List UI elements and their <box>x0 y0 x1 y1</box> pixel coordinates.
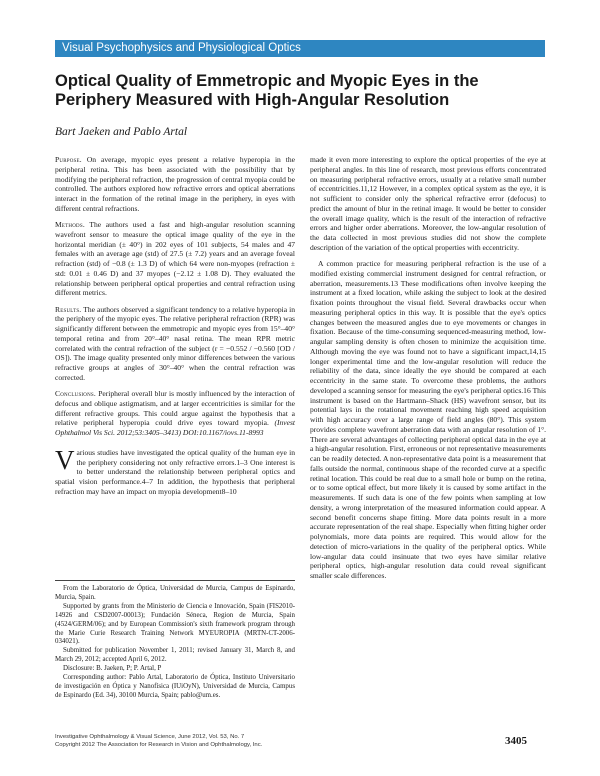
abstract-conclusions <box>55 389 295 438</box>
intro-text: arious studies have investigated the optical quality of the human eye in the periphery considering not only refractive errors.1–3 One interest is to better understand the relationship between peripheral optics and spatial vision performance.4–7 In addition, the hypothesis that peripheral refraction may have an impact on myopia development8–10 <box>55 447 295 496</box>
title-line-1: Optical Quality of Emmetropic and Myopic Eyes in the <box>55 72 479 90</box>
results-text: The authors observed a significant tendency to a relative hyperopia in the periphery of the myopic eyes. The relative peripheral refraction (RPR) was significantly different between the emmetropic and myopic eyes from 15°–40° temporal retina and from 20°–40° nasal retina. The mean RPR metric correlated with the central refraction of the subject (r = −0.552 / −0.560 [OD / OS]). The image quality presented only minor differences between the various refractive groups at angles of 30°–40° when the central refraction was corrected. <box>55 304 295 382</box>
conclusions-label: Conclusions. <box>55 389 96 398</box>
footer-journal: Investigative Ophthalmology & Visual Science, June 2012, Vol. 53, No. 7 <box>55 734 245 740</box>
authors: Bart Jaeken and Pablo Artal <box>55 126 188 138</box>
footer-copyright: Copyright 2012 The Association for Research in Vision and Ophthalmology, Inc. <box>55 742 263 748</box>
article-title <box>55 72 545 110</box>
purpose-label: Purpose. <box>55 155 82 164</box>
body-paragraph-2: A common practice for measuring peripheral refraction is the use of a modified existing commercial instrument designed for central refraction, or aberration, measurements.13 These modifications often involve keeping the instrument at a fixed location, while asking the subject to look at the desired fixation points throughout the visual field. Several drawbacks occur when measuring peripheral optics in this way. It is possible that the eye's optics changes between the measured angles due to eye movements or changes in fixation. Because of the time-consuming sequenced-measuring method, low-angular sampling density is often chosen to minimize the acquisition time. Although moving the eye was found not to have a significant impact,14,15 longer experimental time and the low-angular resolution will reduce the reliability of the data, since ideally the eye should be compared at each eccentricity in the same state. To overcome these problems, the authors developed a scanning sensor for measuring the eye's peripheral optics.16 This instrument is based on the Hartmann–Shack (HS) wavefront sensor, but its potential lays in the rotational movement reaching high speed acquisition with high accuracy over a large range of field angles (80°). This system provides complete wavefront aberration data with an angular resolution of 1°. There are several advantages of collecting peripheral optical data in the eye at a high-angular resolution. First, erroneous or not representative measurements can be readily detected. A non-representative data point is a measurement that falls outside the normal, continuous shape of the recorded curve at a specific retinal location. This could be real due to a small hole or bump on the retina, or to some optical effect, but more likely it is caused by some artifact in the measurements. If such data is one of the few points when sampling at low density, a wrong interpretation of the measured information could appear. A second benefit concerns shape fitting. More data points result in a more accurate representation of the real shape. Especially when fitting higher order polynomials, more data points are required. This would allow for the detection of micro-variations in the quality of the peripheral optics. While low-angular data could insinuate that two eyes have similar relative peripheral optics, high-angular resolution data could reveal significant smaller scale differences. <box>310 259 546 580</box>
section-banner: Visual Psychophysics and Physiological Optics <box>55 40 545 57</box>
citation: (Invest Ophthalmol Vis Sci. 2012;53:3405–3413) DOI:10.1167/iovs.11-8993 <box>55 418 296 437</box>
dropcap: V <box>55 444 75 475</box>
footnote-affiliation: From the Laboratorio de Óptica, Universidad de Murcia, Campus de Espinardo, Murcia, Spain. <box>55 585 295 601</box>
intro-paragraph <box>55 444 295 497</box>
abstract-purpose <box>55 155 295 214</box>
journal-footer <box>55 733 262 749</box>
page-number: 3405 <box>505 735 527 747</box>
results-label: Results. <box>55 304 82 314</box>
methods-label: Methods. <box>55 220 85 229</box>
footnote-submitted: Submitted for publication November 1, 2011; revised January 31, March 8, and March 29, 2012; accepted April 6, 2012. <box>55 647 295 664</box>
footnote-correspondence: Corresponding author: Pablo Artal, Laboratorio de Óptica, Instituto Universitario de investigación en Óptica y Nanofísica (IUiOyN), Universidad de Murcia, Campus de Espinardo (Ed. 34), 30100 Murcia, Spain; pablo@um.es. <box>55 674 295 699</box>
body-paragraph-1: made it even more interesting to explore the optical properties of the eye at peripheral angles. In this line of research, most previous efforts concentrated on measuring peripheral refractive errors, usually at a relative small number of eccentricities.11,12 However, in a complex optical system as the eye, it is not sufficient to consider only the spherical refractive error (defocus) to predict the amount of blur in the retinal image. It would be better to consider the overall image quality, which is the result of the interaction of refractive errors and higher order aberrations. Moreover, the low-angular resolution of the data collected in most previous studies did not show the complete description of the variation of the optical properties with eccentricity. <box>310 155 546 252</box>
left-column <box>55 155 295 503</box>
footnotes <box>55 585 295 701</box>
abstract-methods <box>55 220 295 298</box>
purpose-text: On average, myopic eyes present a relative hyperopia in the peripheral retina. This has been associated with the possibility that by modifying the peripheral refraction, the progression of central myopia could be controlled. The authors explored how refractive errors and optical aberrations interact in the formation of the retinal image in the periphery, in eyes with different central refractions. <box>55 155 295 213</box>
footnote-disclosure: Disclosure: B. Jaeken, P; P. Artal, P <box>63 665 162 673</box>
conclusions-text: Peripheral overall blur is mostly influenced by the interaction of defocus and oblique astigmatism, and at larger eccentricities is similar for the different refractive groups. This could argue against the hypothesis that a relative peripheral hyperopia could drive eyes toward myopia. <box>55 389 296 428</box>
methods-text: The authors used a fast and high-angular resolution scanning wavefront sensor to measure the optical image quality of the eye in the horizontal meridian (± 40°) in 202 eyes of 101 subjects, 54 males and 47 females with an average age (std) of 27.5 (± 7.2) years and an average foveal refraction (std) of −0.8 (± 1.3 D) of which 64 were non-myopes (refraction ± std: 0.01 ± 0.46 D) and 37 myopes (−2.12 ± 1.08 D). They evaluated the relationship between peripheral optical properties and central refraction using different metrics. <box>55 220 295 298</box>
footnote-support: Supported by grants from the Ministerio de Ciencia e Innovación, Spain (FIS2010-14926 and CSD2007-00013); Fundación Séneca, Region de Murcia, Spain (4524/GERM/06); and by European Commission's sixth framework program through the Marie Curie Research Training Network MYEUROPIA (MRTN-CT-2006-034021). <box>55 602 295 646</box>
title-line-2: Periphery Measured with High-Angular Resolution <box>55 91 450 109</box>
abstract-results <box>55 305 295 383</box>
right-column <box>310 155 546 587</box>
footnote-divider <box>55 580 295 581</box>
